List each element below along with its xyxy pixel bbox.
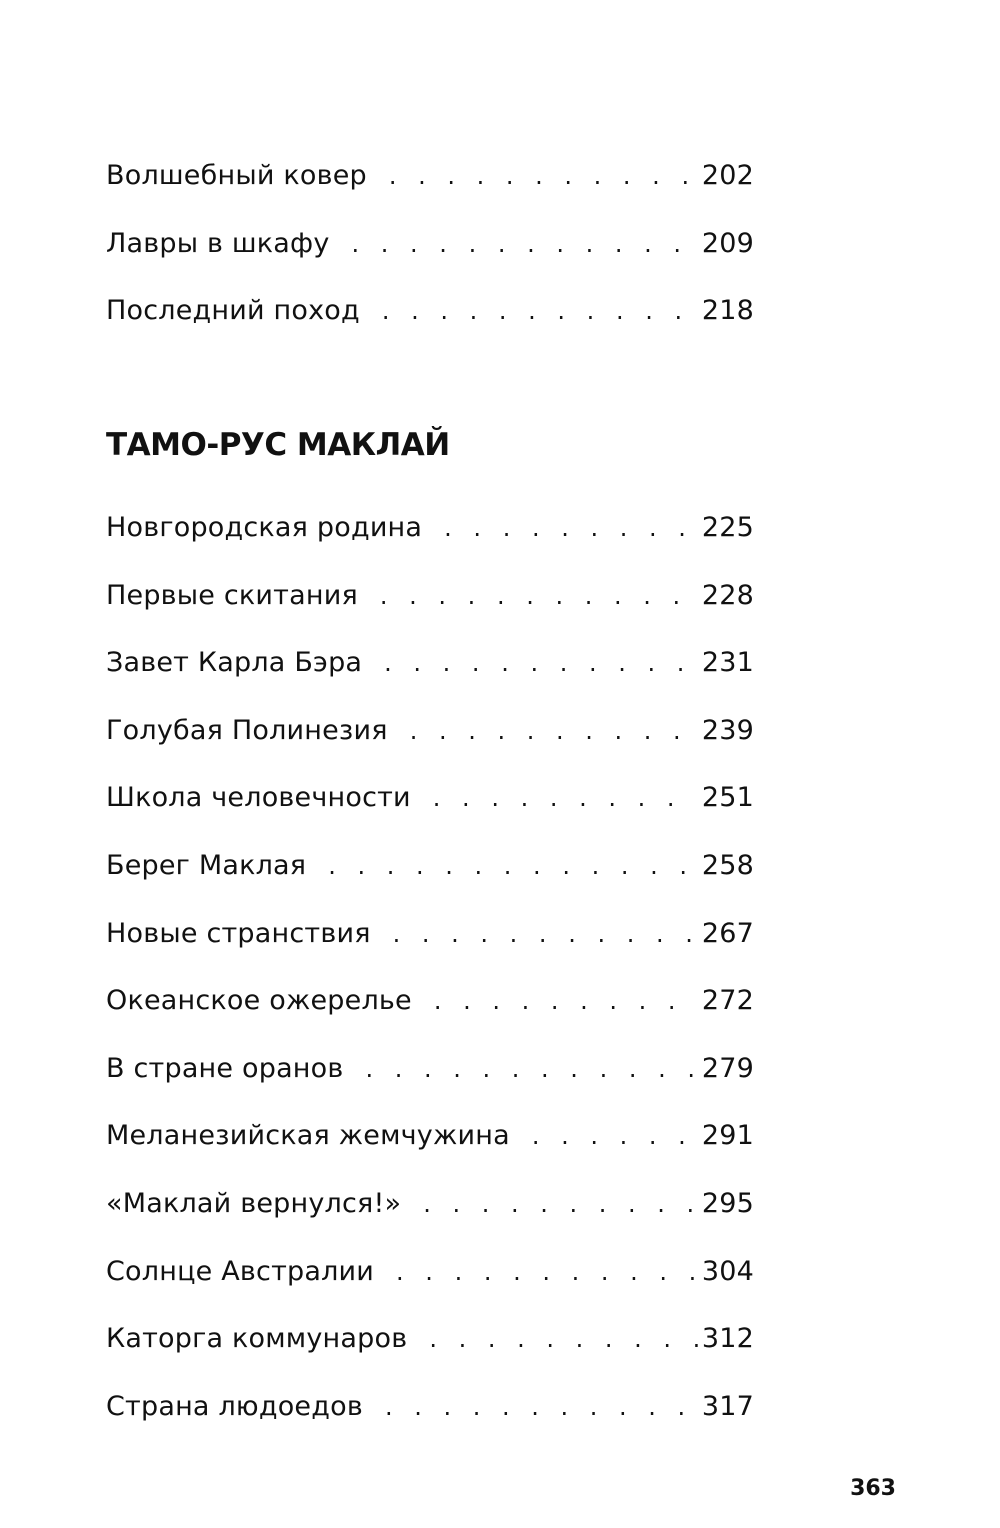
toc-entry-title: Солнце Австралии: [106, 1255, 375, 1287]
toc-top-entries: [106, 148, 754, 351]
toc-entry-title: Берег Маклая: [106, 849, 307, 881]
toc-entry: [106, 1041, 754, 1109]
dot-leader: [444, 500, 698, 556]
dot-leader: [385, 1379, 698, 1435]
toc-entry: [106, 703, 754, 771]
toc-entry-page: 295: [701, 1187, 754, 1219]
dot-leader: [389, 148, 698, 204]
toc-entry: [106, 283, 754, 351]
toc-entry-page: 272: [701, 985, 754, 1017]
toc-entry-page: 239: [701, 714, 754, 746]
toc-entry: [106, 635, 754, 703]
toc-entry-page: 218: [701, 295, 754, 327]
dot-leader: [366, 1041, 698, 1097]
dot-leader: [382, 283, 698, 339]
dot-leader: [434, 973, 698, 1029]
toc-entry: [106, 500, 754, 568]
toc-entry-title: Первые скитания: [106, 579, 358, 611]
dot-leader: [429, 1311, 698, 1367]
section-heading: ТАМО-РУС МАКЛАЙ: [106, 427, 450, 463]
toc-entry-title: Школа человечности: [106, 782, 411, 814]
dot-leader: [393, 906, 698, 962]
toc-entry-title: Океанское ожерелье: [106, 985, 412, 1017]
toc-entry-page: 304: [701, 1255, 754, 1287]
toc-entry: [106, 216, 754, 284]
toc-entry-page: 312: [701, 1323, 754, 1355]
toc-entry: [106, 770, 754, 838]
toc-entry-page: 231: [701, 647, 754, 679]
toc-entry-page: 317: [701, 1390, 754, 1422]
toc-entry-page: 279: [701, 1052, 754, 1084]
toc-entry-page: 258: [701, 849, 754, 881]
toc-entry-page: 291: [701, 1120, 754, 1152]
toc-entry-page: 228: [701, 579, 754, 611]
page-number: 363: [850, 1476, 896, 1501]
toc-entry: [106, 1379, 754, 1447]
toc-entry: [106, 1311, 754, 1379]
toc-entry-title: Каторга коммунаров: [106, 1323, 408, 1355]
toc-entry: [106, 148, 754, 216]
toc-entry-page: 225: [701, 512, 754, 543]
toc-entry: [106, 973, 754, 1041]
toc-entry: [106, 838, 754, 906]
toc-entry-page: 202: [701, 160, 754, 191]
dot-leader: [384, 635, 698, 691]
toc-entry: [106, 1176, 754, 1244]
toc-entry: [106, 906, 754, 974]
toc-entry-title: Новые странствия: [106, 917, 371, 949]
toc-entry-page: 267: [701, 917, 754, 949]
toc-entry: [106, 1244, 754, 1312]
toc-section: [106, 420, 754, 1446]
dot-leader: [396, 1244, 698, 1300]
toc-entry: [106, 1108, 754, 1176]
dot-leader: [352, 216, 698, 272]
toc-entry-page: 251: [701, 782, 754, 814]
dot-leader: [423, 1176, 698, 1232]
toc-entry-title: Голубая Полинезия: [106, 714, 388, 746]
dot-leader: [433, 770, 698, 826]
toc-entry-title: «Маклай вернулся!»: [106, 1187, 402, 1219]
dot-leader: [380, 568, 698, 624]
toc-entry-title: Меланезийская жемчужина: [106, 1120, 510, 1152]
toc-entry-page: 209: [701, 227, 754, 259]
toc-entry-title: Последний поход: [106, 295, 360, 327]
toc-entry-title: Лавры в шкафу: [106, 227, 330, 259]
toc-entry-title: Новгородская родина: [106, 512, 423, 543]
toc-entry-title: Волшебный ковер: [106, 160, 367, 191]
dot-leader: [410, 703, 698, 759]
dot-leader: [328, 838, 698, 894]
toc-entry: [106, 568, 754, 636]
toc-entry-title: В стране оранов: [106, 1052, 344, 1084]
toc-entry-title: Страна людоедов: [106, 1390, 363, 1422]
toc-entry-title: Завет Карла Бэра: [106, 647, 363, 679]
dot-leader: [532, 1108, 698, 1164]
